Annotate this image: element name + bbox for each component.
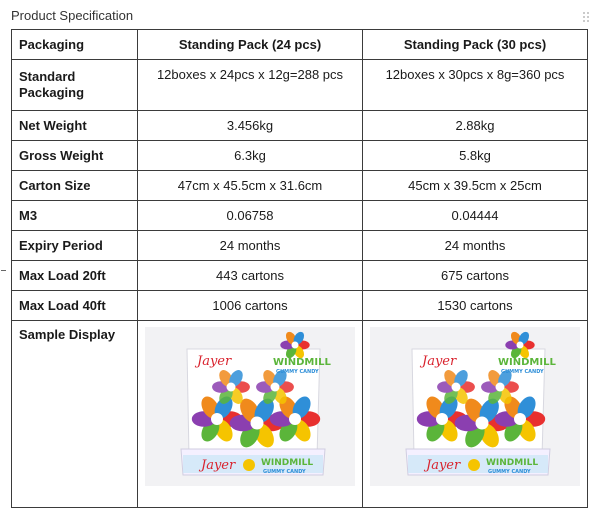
cell-24pcs: 3.456kg — [138, 111, 363, 141]
cell-30pcs: 2.88kg — [363, 111, 588, 141]
row-label: Gross Weight — [12, 141, 138, 171]
table-row — [12, 291, 588, 321]
sample-display-row — [12, 321, 588, 508]
cell-30pcs: 0.04444 — [363, 201, 588, 231]
cell-24pcs: 24 months — [138, 231, 363, 261]
drag-handle-icon[interactable] — [583, 12, 591, 22]
row-label: Carton Size — [12, 171, 138, 201]
svg-text:Jayer: Jayer — [422, 354, 457, 369]
cell-24pcs: 0.06758 — [138, 201, 363, 231]
svg-text:Jayer: Jayer — [201, 458, 236, 473]
cell-30pcs: 24 months — [363, 231, 588, 261]
cell-24pcs: 12boxes x 24pcs x 12g=288 pcs — [138, 60, 363, 111]
table-row — [12, 60, 588, 111]
row-label: M3 — [12, 201, 138, 231]
table-caption: Product Specification — [11, 8, 134, 23]
header-24pcs: Standing Pack (24 pcs) — [138, 30, 363, 60]
cell-30pcs: 675 cartons — [363, 261, 588, 291]
row-label: Net Weight — [12, 111, 138, 141]
row-label: Max Load 40ft — [12, 291, 138, 321]
sample-image-cell-30pcs — [363, 321, 588, 508]
cell-24pcs: 47cm x 45.5cm x 31.6cm — [138, 171, 363, 201]
sample-image-cell-24pcs — [138, 321, 363, 508]
svg-text:GUMMY CANDY: GUMMY CANDY — [488, 469, 531, 475]
table-row — [12, 261, 588, 291]
cell-24pcs: 6.3kg — [138, 141, 363, 171]
margin-tick — [1, 270, 6, 271]
table-row — [12, 141, 588, 171]
row-label: Sample Display — [12, 321, 138, 508]
svg-text:WINDMILL: WINDMILL — [273, 357, 331, 368]
svg-text:Jayer: Jayer — [426, 458, 461, 473]
svg-text:WINDMILL: WINDMILL — [486, 458, 539, 468]
svg-text:GUMMY CANDY: GUMMY CANDY — [276, 369, 319, 375]
header-row — [12, 30, 588, 60]
table-row — [12, 201, 588, 231]
cell-30pcs: 45cm x 39.5cm x 25cm — [363, 171, 588, 201]
cell-30pcs: 5.8kg — [363, 141, 588, 171]
table-row — [12, 171, 588, 201]
product-image — [370, 327, 580, 486]
cell-24pcs: 1006 cartons — [138, 291, 363, 321]
svg-text:WINDMILL: WINDMILL — [261, 458, 314, 468]
svg-text:GUMMY CANDY: GUMMY CANDY — [263, 469, 306, 475]
row-label: Expiry Period — [12, 231, 138, 261]
product-image — [145, 327, 355, 486]
header-packaging: Packaging — [12, 30, 138, 60]
cell-30pcs: 12boxes x 30pcs x 8g=360 pcs — [363, 60, 588, 111]
cell-24pcs: 443 cartons — [138, 261, 363, 291]
svg-text:WINDMILL: WINDMILL — [498, 357, 556, 368]
svg-text:Jayer: Jayer — [197, 354, 232, 369]
svg-text:GUMMY CANDY: GUMMY CANDY — [501, 369, 544, 375]
cell-30pcs: 1530 cartons — [363, 291, 588, 321]
header-30pcs: Standing Pack (30 pcs) — [363, 30, 588, 60]
table-row — [12, 111, 588, 141]
row-label: Max Load 20ft — [12, 261, 138, 291]
spec-table — [11, 29, 588, 508]
row-label: Standard Packaging — [12, 60, 138, 111]
table-row — [12, 231, 588, 261]
